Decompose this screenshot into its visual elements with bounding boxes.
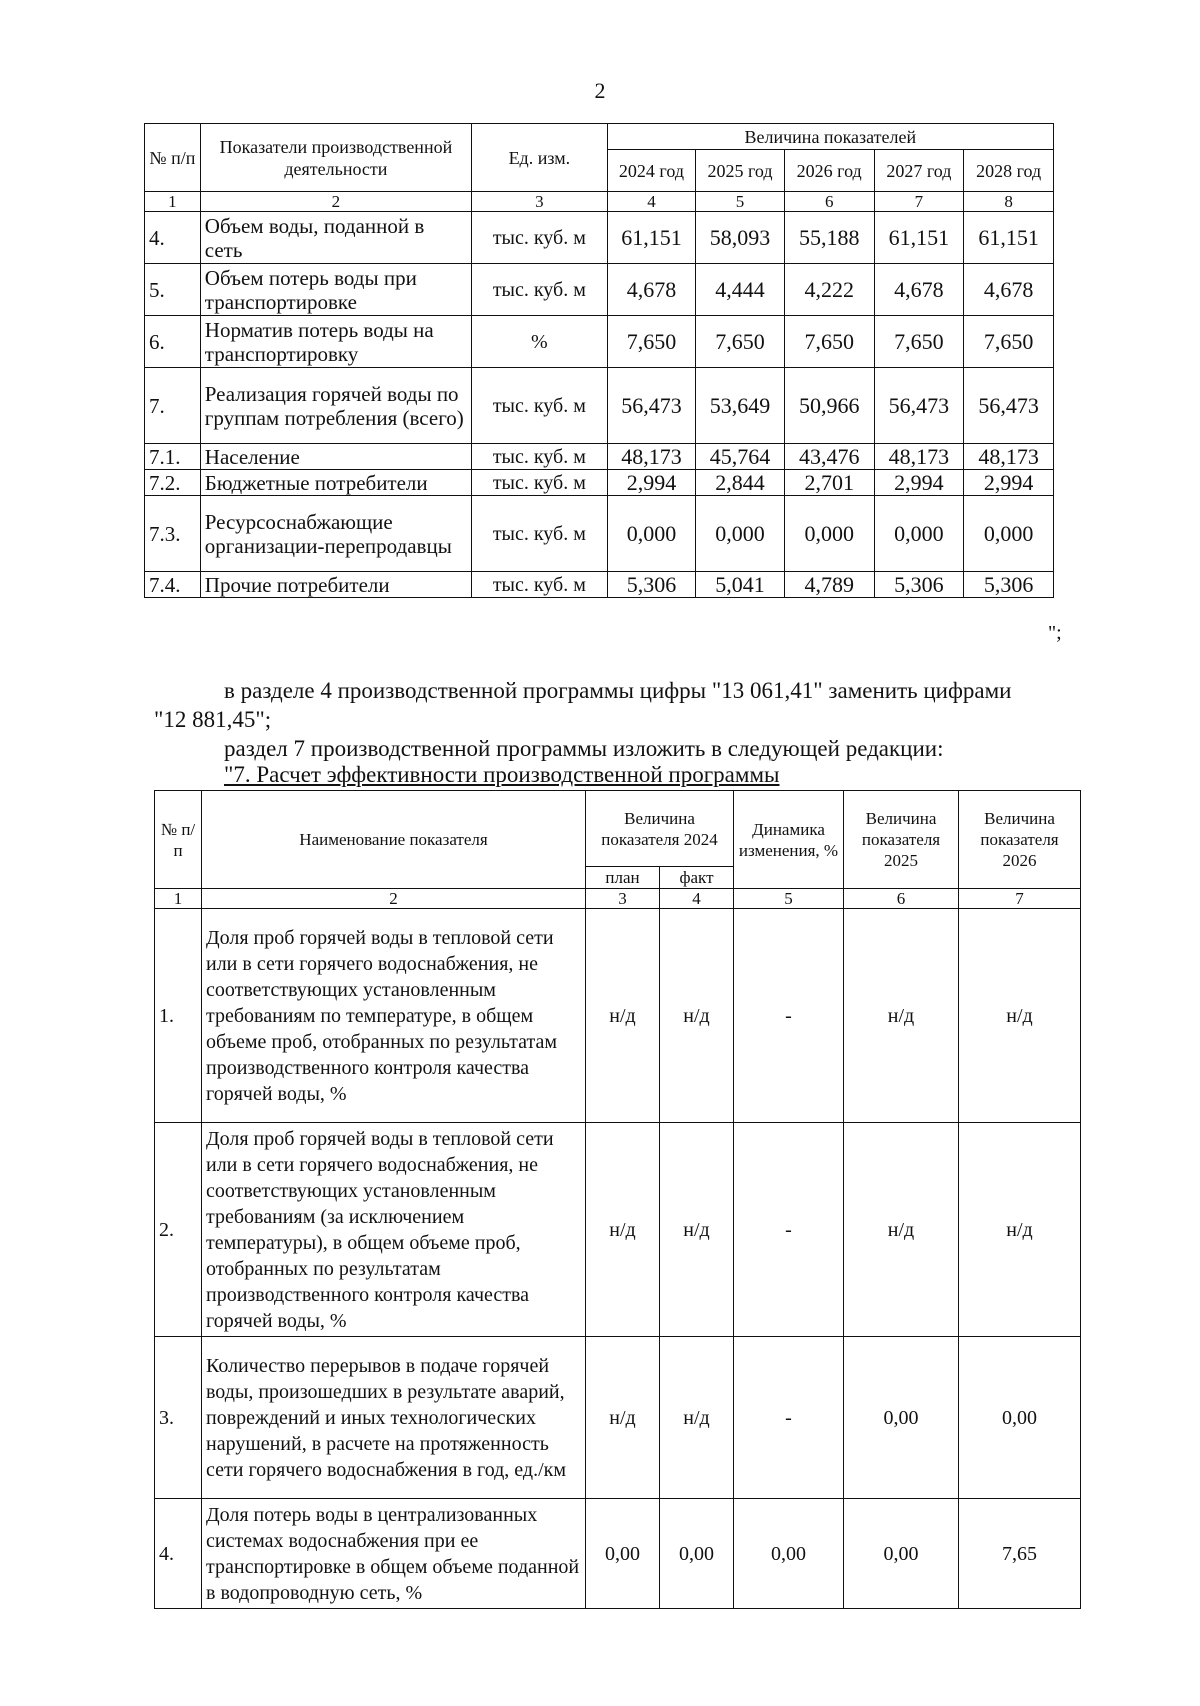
row-value-2025: н/д [844, 909, 959, 1123]
row-value: 48,173 [874, 444, 964, 470]
row-name: Ресурсоснабжающие организации-перепродавцы [200, 496, 471, 572]
row-name: Прочие потребители [200, 572, 471, 598]
row-fact: н/д [660, 1123, 734, 1337]
row-name: Доля проб горячей воды в тепловой сети или в сети горячего водоснабжения, не соответствующих установленным требованиям по температуре, в общем объеме проб, отобранных по результатам производственного контроля качества горячей воды, % [202, 909, 586, 1123]
section-title: "7. Расчет эффективности производственной программы [224, 762, 780, 787]
row-value-2025: н/д [844, 1123, 959, 1337]
row-fact: н/д [660, 909, 734, 1123]
column-index: 3 [472, 192, 608, 212]
row-name: Количество перерывов в подаче горячей воды, произошедших в результате аварий, повреждений и иных технологических нарушений, в расчете на протяженность сети горячего водоснабжения в год, ед./км [202, 1337, 586, 1499]
column-index: 2 [202, 889, 586, 909]
amendment-paragraph-line1: в разделе 4 производственной программы цифры "13 061,41" заменить цифрами [224, 678, 1012, 703]
row-value: 56,473 [964, 368, 1054, 444]
row-value: 45,764 [696, 444, 785, 470]
row-num: 6. [145, 316, 201, 368]
row-value: 61,151 [964, 212, 1054, 264]
row-value: 5,306 [964, 572, 1054, 598]
table-row [155, 1123, 1081, 1337]
row-unit: % [472, 316, 608, 368]
column-index: 4 [660, 889, 734, 909]
row-value: 7,650 [696, 316, 785, 368]
row-unit: тыс. куб. м [472, 264, 608, 316]
row-value: 48,173 [607, 444, 696, 470]
row-value: 7,650 [964, 316, 1054, 368]
row-value: 58,093 [696, 212, 785, 264]
row-value: 7,650 [874, 316, 964, 368]
row-value: 5,306 [607, 572, 696, 598]
table-row [145, 212, 1054, 264]
header-value-2025: Величина показателя 2025 [844, 791, 959, 889]
header-values-group: Величина показателей [607, 124, 1053, 150]
header-year: 2028 год [964, 150, 1054, 192]
column-index: 5 [734, 889, 844, 909]
table-row [145, 368, 1054, 444]
row-value: 0,000 [964, 496, 1054, 572]
row-num: 5. [145, 264, 201, 316]
row-num: 4. [155, 1499, 202, 1609]
table-row [145, 264, 1054, 316]
table-row [145, 470, 1054, 496]
row-unit: тыс. куб. м [472, 496, 608, 572]
row-num: 4. [145, 212, 201, 264]
column-index: 7 [874, 192, 964, 212]
row-name: Реализация горячей воды по группам потребления (всего) [200, 368, 471, 444]
row-name: Доля проб горячей воды в тепловой сети или в сети горячего водоснабжения, не соответствующих установленным требованиям (за исключением температуры), в общем объеме проб, отобранных по результатам производственного контроля качества горячей воды, % [202, 1123, 586, 1337]
column-index: 1 [155, 889, 202, 909]
row-plan: н/д [586, 909, 660, 1123]
row-value-2026: 7,65 [959, 1499, 1081, 1609]
header-indicator: Показатели производственной деятельности [200, 124, 471, 192]
column-index: 1 [145, 192, 201, 212]
row-value: 55,188 [784, 212, 874, 264]
row-value: 2,844 [696, 470, 785, 496]
row-dynamics: 0,00 [734, 1499, 844, 1609]
row-name: Объем потерь воды при транспортировке [200, 264, 471, 316]
row-value: 48,173 [964, 444, 1054, 470]
column-index: 6 [784, 192, 874, 212]
header-unit: Ед. изм. [472, 124, 608, 192]
table-row [155, 1337, 1081, 1499]
column-index: 7 [959, 889, 1081, 909]
column-index: 8 [964, 192, 1054, 212]
row-value: 5,041 [696, 572, 785, 598]
table-row [145, 316, 1054, 368]
row-unit: тыс. куб. м [472, 470, 608, 496]
row-value: 56,473 [874, 368, 964, 444]
header-year: 2027 год [874, 150, 964, 192]
row-name: Объем воды, поданной в сеть [200, 212, 471, 264]
production-indicators-table [144, 123, 1054, 598]
row-value-2026: 0,00 [959, 1337, 1081, 1499]
row-num: 7. [145, 368, 201, 444]
row-unit: тыс. куб. м [472, 212, 608, 264]
table-row [145, 572, 1054, 598]
row-value: 4,789 [784, 572, 874, 598]
header-num: № п/п [145, 124, 201, 192]
row-unit: тыс. куб. м [472, 572, 608, 598]
table-row [145, 444, 1054, 470]
row-value-2026: н/д [959, 1123, 1081, 1337]
row-value: 7,650 [784, 316, 874, 368]
row-name: Население [200, 444, 471, 470]
row-value: 0,000 [696, 496, 785, 572]
header-name: Наименование показателя [202, 791, 586, 889]
header-fact: факт [660, 867, 734, 889]
header-num: № п/п [155, 791, 202, 889]
table-row [155, 909, 1081, 1123]
row-name: Бюджетные потребители [200, 470, 471, 496]
row-value: 50,966 [784, 368, 874, 444]
row-value: 0,000 [607, 496, 696, 572]
row-value-2026: н/д [959, 909, 1081, 1123]
row-value: 5,306 [874, 572, 964, 598]
row-num: 7.4. [145, 572, 201, 598]
row-value: 56,473 [607, 368, 696, 444]
row-plan: н/д [586, 1337, 660, 1499]
row-value: 4,444 [696, 264, 785, 316]
row-value: 61,151 [607, 212, 696, 264]
column-index: 2 [200, 192, 471, 212]
row-plan: н/д [586, 1123, 660, 1337]
row-value: 43,476 [784, 444, 874, 470]
table-closing-mark: "; [1048, 622, 1062, 644]
row-num: 7.2. [145, 470, 201, 496]
amendment-paragraph-line2: "12 881,45"; [154, 707, 272, 732]
row-value: 4,222 [784, 264, 874, 316]
header-dynamics: Динамика изменения, % [734, 791, 844, 889]
header-plan: план [586, 867, 660, 889]
row-value-2025: 0,00 [844, 1499, 959, 1609]
row-value: 4,678 [607, 264, 696, 316]
header-year: 2025 год [696, 150, 785, 192]
row-fact: 0,00 [660, 1499, 734, 1609]
table-row [155, 1499, 1081, 1609]
row-value: 2,994 [607, 470, 696, 496]
row-value-2025: 0,00 [844, 1337, 959, 1499]
row-value: 2,994 [874, 470, 964, 496]
row-name: Доля потерь воды в централизованных системах водоснабжения при ее транспортировке в общем объеме поданной в водопроводную сеть, % [202, 1499, 586, 1609]
row-value: 0,000 [874, 496, 964, 572]
row-unit: тыс. куб. м [472, 368, 608, 444]
row-num: 2. [155, 1123, 202, 1337]
row-num: 7.3. [145, 496, 201, 572]
header-value-2026: Величина показателя 2026 [959, 791, 1081, 889]
row-value: 61,151 [874, 212, 964, 264]
row-value: 2,994 [964, 470, 1054, 496]
efficiency-table [154, 790, 1081, 1609]
row-fact: н/д [660, 1337, 734, 1499]
column-index: 5 [696, 192, 785, 212]
row-dynamics: - [734, 1123, 844, 1337]
row-value: 4,678 [874, 264, 964, 316]
row-value: 2,701 [784, 470, 874, 496]
row-value: 53,649 [696, 368, 785, 444]
row-num: 1. [155, 909, 202, 1123]
column-index: 4 [607, 192, 696, 212]
page-number: 2 [594, 78, 606, 103]
row-value: 4,678 [964, 264, 1054, 316]
column-index: 6 [844, 889, 959, 909]
row-value: 0,000 [784, 496, 874, 572]
amendment-paragraph-2: раздел 7 производственной программы изложить в следующей редакции: [224, 736, 944, 761]
row-unit: тыс. куб. м [472, 444, 608, 470]
table-row [145, 496, 1054, 572]
header-year: 2026 год [784, 150, 874, 192]
row-dynamics: - [734, 909, 844, 1123]
row-plan: 0,00 [586, 1499, 660, 1609]
header-value-2024: Величина показателя 2024 [586, 791, 734, 867]
row-name: Норматив потерь воды на транспортировку [200, 316, 471, 368]
row-dynamics: - [734, 1337, 844, 1499]
row-num: 7.1. [145, 444, 201, 470]
row-value: 7,650 [607, 316, 696, 368]
column-index: 3 [586, 889, 660, 909]
header-year: 2024 год [607, 150, 696, 192]
row-num: 3. [155, 1337, 202, 1499]
